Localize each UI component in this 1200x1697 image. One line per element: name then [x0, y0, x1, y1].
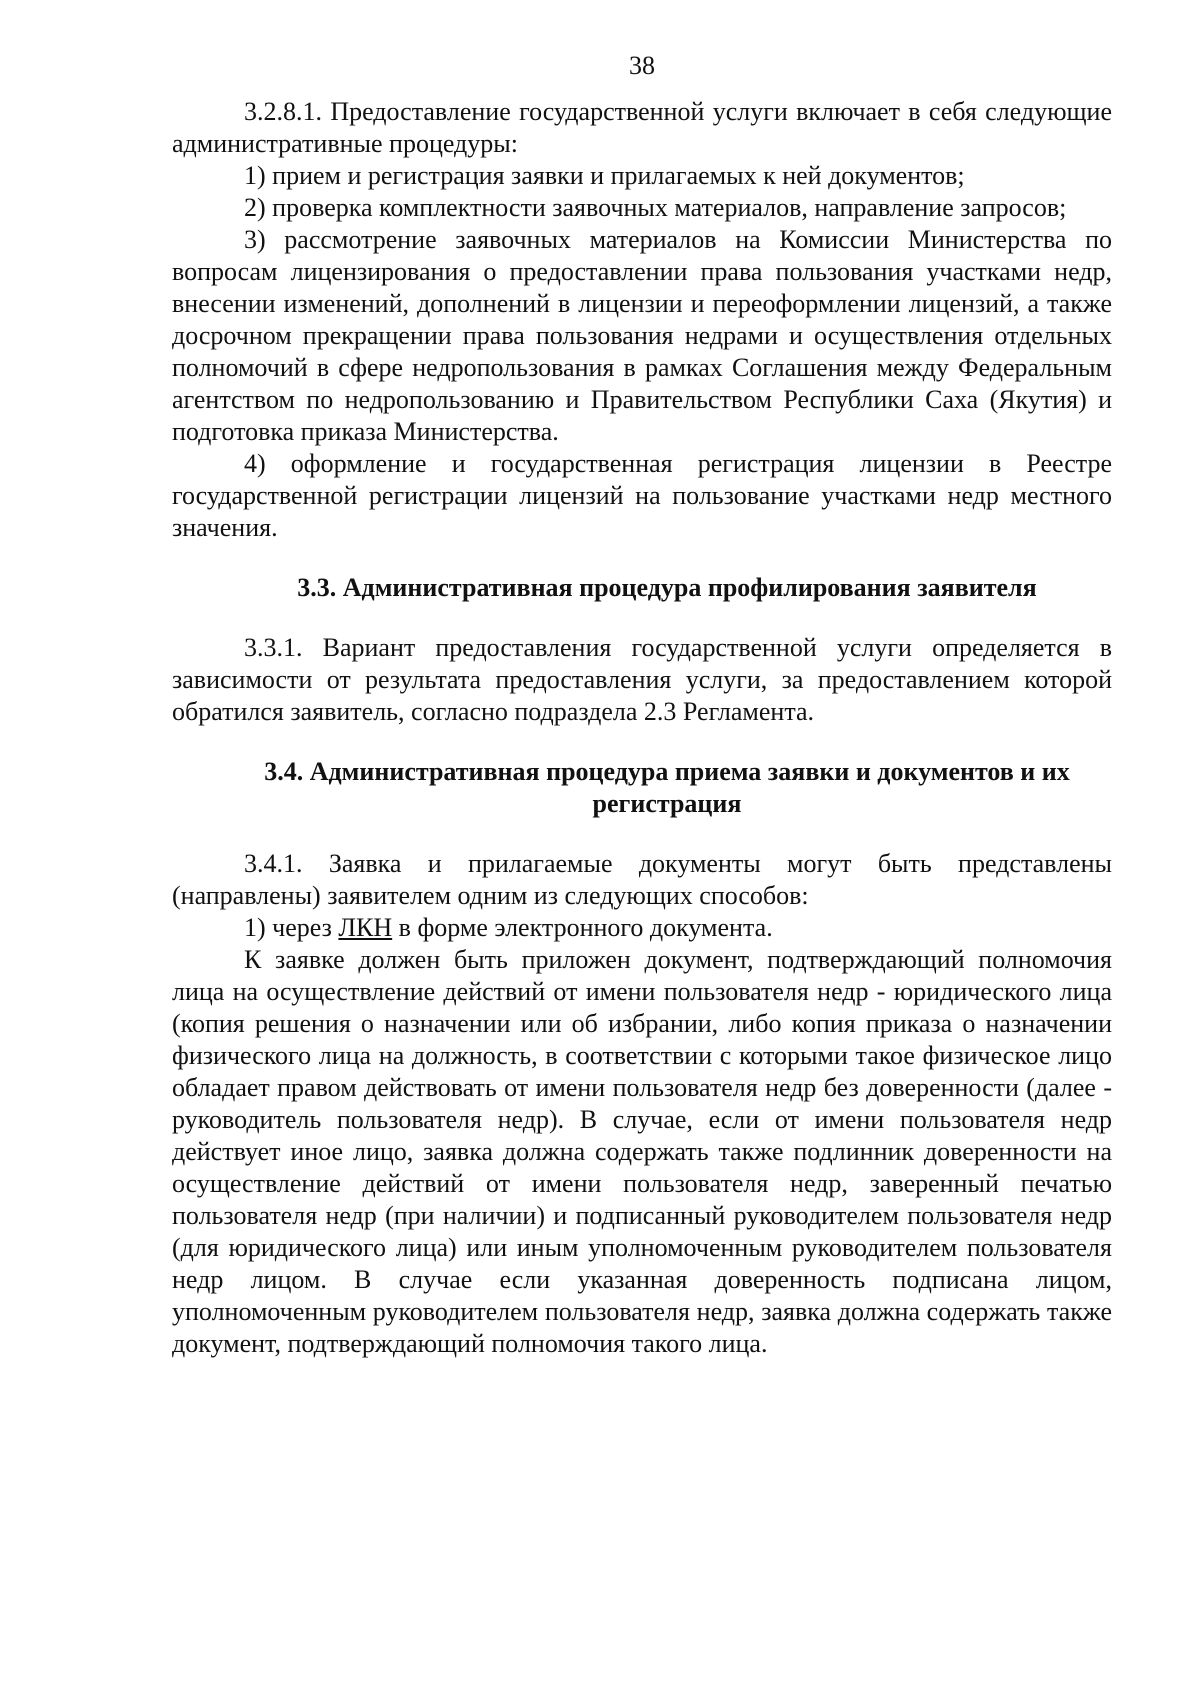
- paragraph-authority-docs: К заявке должен быть приложен документ, подтверждающий полномочия лица на осуществление действий от имени пользователя недр - юридического лица (копия решения о назначении или об избрании, либо копия приказа о назначении физического лица на должность, в соответствии с которыми такое физическое лицо обладает правом действовать от имени пользователя недр без доверенности (далее - руководитель пользователя недр). В случае, если от имени пользователя недр действует иное лицо, заявка должна содержать также подлинник доверенности на осуществление действий от имени пользователя недр, заверенный печатью пользователя недр (при наличии) и подписанный руководителем пользователя недр (для юридического лица) или иным уполномоченным руководителем пользователя недр лицом. В случае если указанная доверенность подписана лицом, уполномоченным руководителем пользователя недр, заявка должна содержать также документ, подтверждающий полномочия такого лица.: [172, 945, 1112, 1358]
- section-heading-3-3: 3.3. Административная процедура профилирования заявителя: [297, 573, 1037, 602]
- list-item-lkn: [172, 912, 1112, 944]
- list-item-3: 3) рассмотрение заявочных материалов на Комиссии Министерства по вопросам лицензирования о предоставлении права пользования участками недр, внесении изменений, дополнений в лицензии и переоформлении лицензий, а также досрочном прекращении права пользования недрами и осуществления отдельных полномочий в сфере недропользования в рамках Соглашения между Федеральным агентством по недропользованию и Правительством Республики Саха (Якутия) и подготовка приказа Министерства.: [172, 225, 1112, 446]
- list-item-1: 1) прием и регистрация заявки и прилагаемых к ней документов;: [244, 161, 965, 190]
- list-item-4: 4) оформление и государственная регистрация лицензии в Реестре государственной регистрации лицензий на пользование участками недр местного значения.: [172, 449, 1112, 542]
- paragraph-3-3-1: 3.3.1. Вариант предоставления государственной услуги определяется в зависимости от результата предоставления услуги, за предоставлением которой обратился заявитель, согласно подраздела 2.3 Регламента.: [172, 633, 1112, 726]
- list-item-2: 2) проверка комплектности заявочных материалов, направление запросов;: [244, 193, 1067, 222]
- lkn-link: ЛКН: [338, 913, 393, 942]
- paragraph-3-2-8-1: 3.2.8.1. Предоставление государственной услуги включает в себя следующие административные процедуры:: [172, 97, 1112, 158]
- section-heading-3-4: 3.4. Административная процедура приема заявки и документов и их регистрация: [264, 757, 1070, 818]
- page-number: 38: [629, 51, 655, 80]
- paragraph-3-4-1: 3.4.1. Заявка и прилагаемые документы могут быть представлены (направлены) заявителем одним из следующих способов:: [172, 849, 1112, 910]
- document-page: [172, 50, 1112, 1360]
- list-item-lkn-prefix: 1) через: [244, 913, 339, 942]
- list-item-lkn-suffix: в форме электронного документа.: [392, 913, 773, 942]
